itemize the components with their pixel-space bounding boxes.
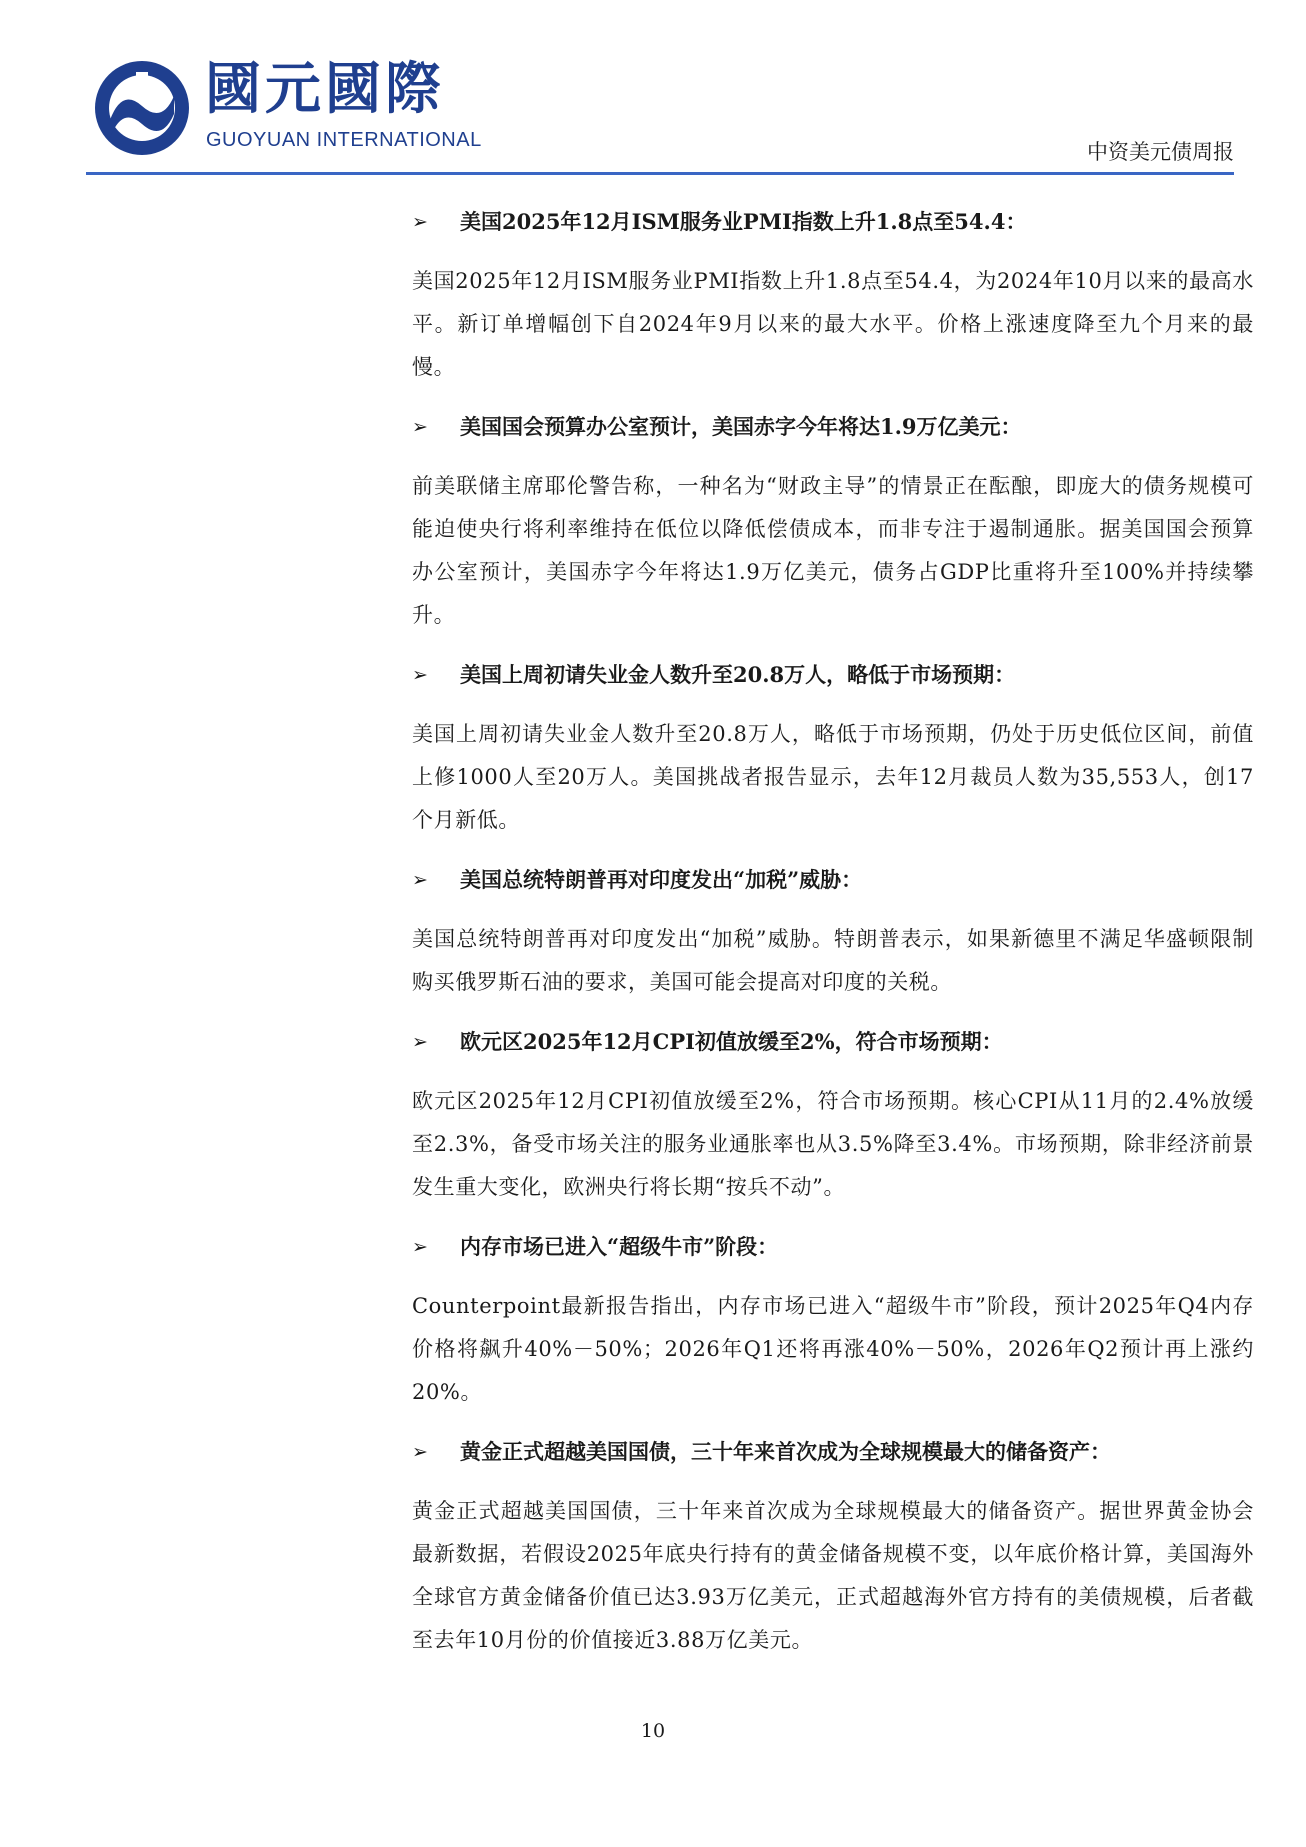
section-heading bbox=[412, 860, 1254, 900]
bullet-arrow-icon: ➢ bbox=[412, 869, 428, 891]
bullet-arrow-icon: ➢ bbox=[412, 1236, 428, 1258]
logo-english-name: GUOYUAN INTERNATIONAL bbox=[206, 129, 482, 151]
section-heading-text: 美国2025年12月ISM服务业PMI指数上升1.8点至54.4： bbox=[460, 209, 1027, 234]
news-section bbox=[412, 1022, 1254, 1209]
bullet-arrow-icon: ➢ bbox=[412, 1441, 428, 1463]
page-header bbox=[0, 0, 1306, 180]
section-body: 美国2025年12月ISM服务业PMI指数上升1.8点至54.4，为2024年10月以来的最高水平。新订单增幅创下自2024年9月以来的最大水平。价格上涨速度降至九个月来的最慢。 bbox=[412, 269, 1254, 379]
section-heading-text: 美国国会预算办公室预计，美国赤字今年将达1.9万亿美元： bbox=[460, 414, 1022, 439]
section-body: 前美联储主席耶伦警告称，一种名为“财政主导”的情景正在酝酿，即庞大的债务规模可能迫使央行将利率维持在低位以降低偿债成本，而非专注于遏制通胀。据美国国会预算办公室预计，美国赤字今年将达1.9万亿美元，债务占GDP比重将升至100%并持续攀升。 bbox=[412, 474, 1254, 627]
section-body: 美国上周初请失业金人数升至20.8万人，略低于市场预期，仍处于历史低位区间，前值上修1000人至20万人。美国挑战者报告显示，去年12月裁员人数为35,553人，创17个月新低。 bbox=[412, 722, 1254, 832]
guoyuan-logo-icon bbox=[92, 58, 192, 158]
bullet-arrow-icon: ➢ bbox=[412, 664, 428, 686]
report-title: 中资美元债周报 bbox=[1087, 140, 1234, 164]
bullet-arrow-icon: ➢ bbox=[412, 1031, 428, 1053]
news-section bbox=[412, 407, 1254, 637]
section-body: 美国总统特朗普再对印度发出“加税”威胁。特朗普表示，如果新德里不满足华盛顿限制购买俄罗斯石油的要求，美国可能会提高对印度的关税。 bbox=[412, 927, 1254, 994]
section-heading-text: 欧元区2025年12月CPI初值放缓至2%，符合市场预期： bbox=[460, 1029, 1003, 1054]
news-section bbox=[412, 860, 1254, 1004]
news-section bbox=[412, 1227, 1254, 1414]
section-heading bbox=[412, 1227, 1254, 1267]
bullet-arrow-icon: ➢ bbox=[412, 416, 428, 438]
section-heading bbox=[412, 1432, 1254, 1472]
section-heading-text: 美国总统特朗普再对印度发出“加税”威胁： bbox=[460, 867, 863, 892]
main-content bbox=[412, 202, 1254, 1680]
header-divider bbox=[86, 172, 1234, 175]
section-heading-text: 黄金正式超越美国国债，三十年来首次成为全球规模最大的储备资产： bbox=[460, 1439, 1111, 1464]
section-body: 欧元区2025年12月CPI初值放缓至2%，符合市场预期。核心CPI从11月的2.4%放缓至2.3%，备受市场关注的服务业通胀率也从3.5%降至3.4%。市场预期，除非经济前景发生重大变化，欧洲央行将长期“按兵不动”。 bbox=[412, 1089, 1254, 1199]
section-heading-text: 美国上周初请失业金人数升至20.8万人，略低于市场预期： bbox=[460, 662, 1016, 687]
page-number: 10 bbox=[640, 1720, 666, 1742]
news-section bbox=[412, 202, 1254, 389]
section-heading bbox=[412, 202, 1254, 242]
section-heading bbox=[412, 1022, 1254, 1062]
section-heading bbox=[412, 407, 1254, 447]
news-section bbox=[412, 1432, 1254, 1662]
bullet-arrow-icon: ➢ bbox=[412, 211, 428, 233]
section-heading-text: 内存市场已进入“超级牛市”阶段： bbox=[460, 1234, 779, 1259]
logo-chinese-name: 國元國際 bbox=[205, 57, 445, 122]
section-body: Counterpoint最新报告指出，内存市场已进入“超级牛市”阶段，预计2025年Q4内存价格将飙升40%－50%；2026年Q1还将再涨40%－50%，2026年Q2预计再上涨约20%。 bbox=[412, 1294, 1254, 1404]
section-body: 黄金正式超越美国国债，三十年来首次成为全球规模最大的储备资产。据世界黄金协会最新数据，若假设2025年底央行持有的黄金储备规模不变，以年底价格计算，美国海外全球官方黄金储备价值已达3.93万亿美元，正式超越海外官方持有的美债规模，后者截至去年10月份的价值接近3.88万亿美元。 bbox=[412, 1499, 1254, 1652]
section-heading bbox=[412, 655, 1254, 695]
news-section bbox=[412, 655, 1254, 842]
